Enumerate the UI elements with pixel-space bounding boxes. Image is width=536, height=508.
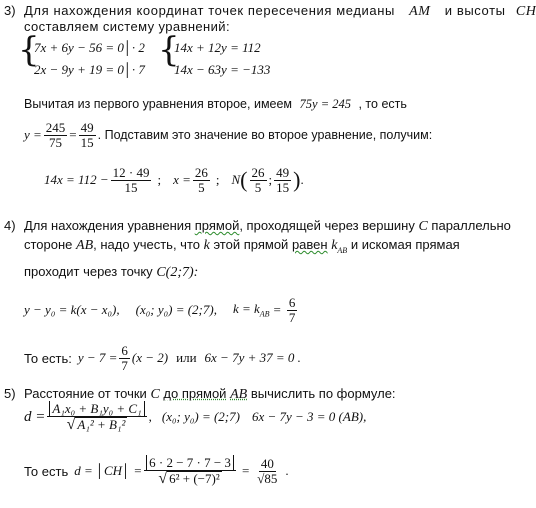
s4-line1c: , проходящей через вершину <box>239 218 415 233</box>
s4-frac-6-7 <box>287 296 298 324</box>
s3-frac5-den: 5 <box>254 179 262 195</box>
s4-result-line <box>24 344 301 372</box>
s3-system2-brace: { <box>158 30 180 70</box>
s5-r-sqrt <box>158 471 221 487</box>
s3-n-frac-y <box>274 166 291 194</box>
s5-r-sqrt-sign: √ <box>158 469 168 487</box>
s3-system2-eq1: 14x + 12y = 112 <box>174 40 261 55</box>
s3-subtract-text: Вычитая из первого уравнения второе, имеем <box>24 97 293 111</box>
s3-frac4-den: 5 <box>198 179 205 195</box>
s3-n-label: N <box>231 172 241 188</box>
s3-x-eq: x = <box>173 172 191 188</box>
s4-frac8-den: 7 <box>121 357 128 373</box>
s4-f-b: (x₀; y₀) = (2;7), <box>135 302 217 318</box>
s3-system1-brace: { <box>18 30 40 70</box>
s4-k: k <box>203 238 210 253</box>
s5-r-num: 6 · 2 − 7 · 7 − 3 <box>146 455 234 470</box>
s5-result-value <box>255 457 279 485</box>
s4-kab-sub: AB <box>337 245 348 255</box>
s5-distance-formula <box>47 402 146 433</box>
s3-frac-245-75 <box>44 121 68 149</box>
s5-r-den: 6² + (−7)² <box>169 470 220 486</box>
s4-line2e: и искомая прямая <box>350 237 460 252</box>
s4-frac8-num: 6 <box>121 343 128 358</box>
s3-frac3-den: 15 <box>124 179 138 195</box>
s5-d-den-wrap <box>65 417 130 433</box>
s3-x-value-line <box>44 166 304 194</box>
s4-point-c: C(2;7): <box>156 265 199 280</box>
s3-frac1-den: 75 <box>49 134 63 150</box>
s3-ch: CH <box>515 4 536 19</box>
s3-frac6-den: 15 <box>276 179 290 195</box>
s3-y-value-line <box>24 121 432 149</box>
s3-am: AM <box>409 4 431 19</box>
s3-frac3-num: 12 · 49 <box>112 165 150 180</box>
s5-d-ch: d = │CH│ = <box>74 463 143 479</box>
s4-f-c-k: k = k <box>232 301 260 317</box>
s4-frac-6-7b <box>119 344 130 372</box>
s5-d-eq: d = <box>24 408 46 425</box>
s5-d-sqrt-sign: √ <box>66 415 76 433</box>
s3-frac-49-15 <box>79 121 96 149</box>
s3-frac2-num: 49 <box>80 120 94 135</box>
s3-line1 <box>24 3 536 20</box>
s3-frac4-num: 26 <box>194 165 208 180</box>
s4-line3 <box>24 264 198 281</box>
s3-subtract-line <box>24 97 407 112</box>
s5-result-fraction <box>144 456 236 487</box>
s5-d-sqrt <box>67 417 128 433</box>
s3-x-line-a: 14x = 112 − <box>44 172 109 188</box>
s5-c: C <box>150 387 160 402</box>
s3-semi2: ; <box>215 172 220 188</box>
s5-line1a: Расстояние от точки <box>24 386 147 401</box>
s4-ab: AB <box>76 238 94 253</box>
s3-substitute-text: . Подставим это значение во второе уравнение, получим: <box>97 128 433 143</box>
s4-t-c: 6x − 7y + 37 = 0 . <box>204 350 301 366</box>
s5-formula-line <box>24 402 366 433</box>
s3-frac2-den: 15 <box>80 134 94 150</box>
s5-d-den: A₁² + B₁² <box>77 416 126 432</box>
s5-r-eq: = <box>241 463 250 479</box>
s3-equals: = <box>69 127 77 143</box>
s5-d-num: A₁x₀ + B₁y₀ + C₁ <box>49 401 144 416</box>
s4-f-c-sub: AB <box>259 309 270 319</box>
s3-frac5-num: 26 <box>251 165 265 180</box>
s3-system2-eq2: 14x − 63y = −133 <box>174 62 271 77</box>
s4-line1b: прямой <box>194 218 240 233</box>
s4-formula-line <box>24 296 299 324</box>
s5-line1c: вычислить по формуле: <box>250 386 396 401</box>
s5-d-num-wrap <box>47 402 146 417</box>
s5-r2-num: 40 <box>260 456 274 472</box>
s3-system1-eq1: 7x + 6y − 56 = 0│· 2 <box>34 40 145 55</box>
s3-n-dot: . <box>300 172 304 188</box>
s5-x0y0: (x₀; y₀) = (2;7) <box>161 409 240 425</box>
s4-t-or: или <box>176 350 197 366</box>
s4-kab <box>331 238 347 253</box>
s5-dot: . <box>285 463 289 479</box>
s5-r2-den: √85 <box>257 470 278 486</box>
s3-line2: составляем систему уравнений: <box>24 19 230 34</box>
s4-kab-k: k <box>331 238 338 253</box>
s4-f-c-eq: = <box>273 302 281 318</box>
s4-line1a: Для нахождения уравнения <box>24 218 192 233</box>
s4-frac7-den: 7 <box>288 309 296 325</box>
s5-r-num-wrap <box>144 456 236 471</box>
s5-ab: AB <box>230 387 248 402</box>
s4-line1d: параллельно <box>431 218 511 233</box>
s4-line2c: этой прямой <box>213 237 289 252</box>
s5-line-eq: 6x − 7y − 3 = 0 (AB), <box>251 409 367 425</box>
s3-and-text: и высоты <box>444 3 506 18</box>
s3-frac6-num: 49 <box>276 165 290 180</box>
s3-frac-1249-15 <box>111 166 152 194</box>
s3-line1-text: Для нахождения координат точек пересечения медианы <box>24 3 395 18</box>
s3-frac1-num: 245 <box>45 120 66 135</box>
s5-thatis: То есть <box>24 463 69 479</box>
s4-line3-text: проходит через точку <box>24 264 153 279</box>
s4-number: 4) <box>4 218 16 233</box>
s4-t-b: (x − 2) <box>131 350 169 366</box>
s4-line1 <box>24 218 511 235</box>
s4-line2 <box>24 237 460 255</box>
s3-n-open-paren: ( <box>240 167 248 193</box>
s3-number: 3) <box>4 3 16 18</box>
s4-t-a: y − 7 = <box>77 350 118 366</box>
s3-y-eq: y = <box>24 127 42 143</box>
s4-line2b: , надо учесть, что <box>93 237 200 252</box>
s5-r-den-wrap <box>156 471 223 487</box>
s5-comma: , <box>148 409 152 425</box>
s5-result-line <box>24 456 289 487</box>
s5-line1b: до прямой <box>163 386 227 401</box>
s4-c: C <box>418 219 428 234</box>
s4-f-a: y − y₀ = k(x − x₀), <box>24 302 120 318</box>
s4-line2d: равен <box>291 237 328 252</box>
s3-n-frac-x <box>250 166 267 194</box>
s3-n-sep: ; <box>268 172 273 188</box>
s3-semi1: ; <box>157 172 162 188</box>
s4-thatis: То есть: <box>24 350 72 366</box>
s3-system1-eq2: 2x − 9y + 19 = 0│· 7 <box>34 62 145 77</box>
s3-eq75: 75y = 245 <box>299 97 351 111</box>
s3-frac-26-5 <box>193 166 210 194</box>
s4-line2a: стороне <box>24 237 73 252</box>
s3-n-close-paren: ) <box>293 167 301 193</box>
s4-f-c <box>233 301 270 319</box>
s4-frac7-num: 6 <box>288 295 296 310</box>
s3-thatis: , то есть <box>358 97 407 111</box>
s5-number: 5) <box>4 386 16 401</box>
